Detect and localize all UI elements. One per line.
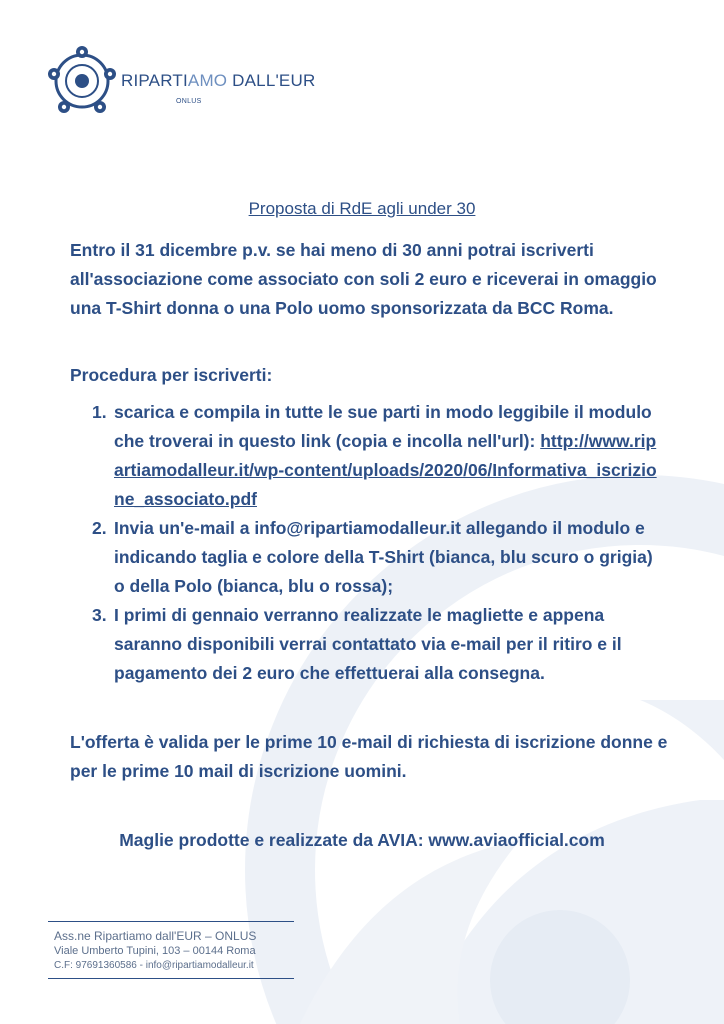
footer xyxy=(48,928,294,973)
list-item xyxy=(70,398,660,514)
footer-address: Viale Umberto Tupini, 103 – 00144 Roma xyxy=(54,945,256,957)
module-link[interactable]: http://www.ripartiamodalleur.it/wp-content/uploads/2020/06/Informativa_iscrizione_associato.pdf xyxy=(114,431,657,509)
footer-org: Ass.ne Ripartiamo dall'EUR – ONLUS xyxy=(54,929,257,943)
steps-list xyxy=(70,398,660,688)
step-number: 3. xyxy=(92,605,107,625)
procedure-label: Procedura per iscriverti: xyxy=(70,365,273,385)
footer-divider xyxy=(48,921,294,922)
step-text: Invia un'e-mail a info@ripartiamodalleur.it allegando il modulo e indicando taglia e colore della T-Shirt (bianca, blu scuro o grigia) o della Polo (bianca, blu o rossa); xyxy=(114,518,653,596)
intro-paragraph: Entro il 31 dicembre p.v. se hai meno di 30 anni potrai iscriverti all'associazione come associato con soli 2 euro e riceverai in omaggio una T-Shirt donna o una Polo uomo sponsorizzata da BCC Roma. xyxy=(70,240,657,318)
rde-logo-icon xyxy=(44,44,120,116)
footer-contact: C.F: 97691360586 - info@ripartiamodalleur.it xyxy=(54,960,254,971)
offer-paragraph: L'offerta è valida per le prime 10 e-mail di richiesta di iscrizione donne e per le prime 10 mail di iscrizione uomini. xyxy=(70,732,668,781)
page-title: Proposta di RdE agli under 30 xyxy=(248,199,476,218)
step-number: 2. xyxy=(92,518,107,538)
step-text: I primi di gennaio verranno realizzate le magliette e appena saranno disponibili verrai contattato via e-mail per il ritiro e il pagamento dei 2 euro che effettuerai alla consegna. xyxy=(114,605,622,683)
step-number: 1. xyxy=(92,402,107,422)
org-name: RIPARTIAMO DALL'EUR xyxy=(121,71,316,90)
org-subtitle: ONLUS xyxy=(176,98,202,105)
list-item xyxy=(70,601,660,688)
step-text: scarica e compila in tutte le sue parti in modo leggibile il modulo che troverai in questo link (copia e incolla nell'url): xyxy=(114,402,652,451)
footer-divider xyxy=(48,978,294,979)
avia-credit: Maglie prodotte e realizzate da AVIA: www.aviaofficial.com xyxy=(119,830,605,850)
list-item xyxy=(70,514,660,601)
